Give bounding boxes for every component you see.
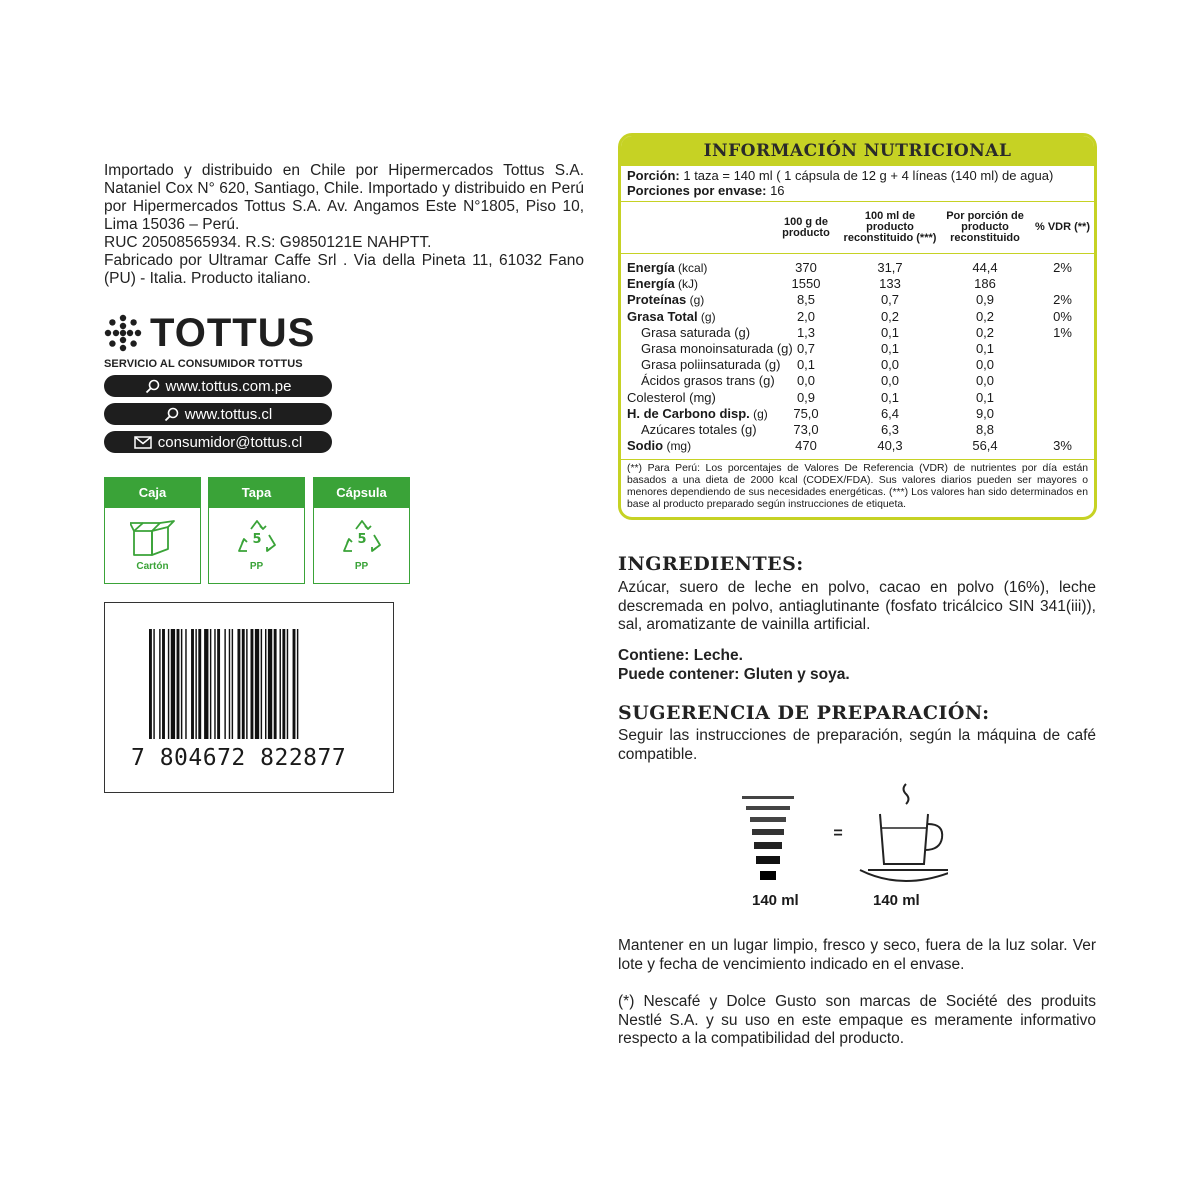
equals-sign: = bbox=[833, 825, 843, 842]
barcode-bar bbox=[168, 629, 169, 739]
barcode-bar bbox=[246, 629, 247, 739]
barcode-bar bbox=[274, 629, 277, 739]
nutrition-column-headers bbox=[621, 202, 1094, 254]
barcode-bar bbox=[217, 629, 220, 739]
ingredients-text: Azúcar, suero de leche en polvo, cacao en polvo (16%), leche descremada en polvo, antiaglutinante (fosfato tricálcico SIN 341(iii)), sal, aromatizante de vainilla artificial. bbox=[618, 579, 1096, 633]
recycle-box bbox=[104, 477, 201, 584]
trademark-note: (*) Nescafé y Dolce Gusto son marcas de Société des produits Nestlé S.A. y su uso en este empaque es meramente informativo respecto a la compatibilidad del producto. bbox=[618, 993, 1096, 1047]
cup-icon bbox=[860, 784, 948, 881]
recycle-material: Cartón bbox=[136, 561, 169, 572]
barcode-bar bbox=[149, 629, 152, 739]
barcode-bar bbox=[280, 629, 281, 739]
recycle-code: 5 bbox=[251, 532, 262, 547]
barcode-bar bbox=[229, 629, 230, 739]
recycle-header: Tapa bbox=[209, 478, 304, 508]
header-per-portion: Por porción de producto reconstituido bbox=[946, 210, 1024, 244]
barcode-bar bbox=[251, 629, 254, 739]
barcode-bar bbox=[210, 629, 211, 739]
barcode-bar bbox=[198, 629, 201, 739]
may-contain-text: Puede contener: Gluten y soya. bbox=[618, 665, 850, 683]
link-tottus-pe[interactable] bbox=[104, 375, 332, 397]
barcode-bar bbox=[255, 629, 259, 739]
recycle-material: PP bbox=[354, 561, 369, 572]
barcode-bar bbox=[232, 629, 233, 739]
barcode-number: 7 804672 822877 bbox=[131, 745, 347, 771]
link-text: www.tottus.cl bbox=[184, 405, 273, 423]
table-row: Colesterol (mg) 0,9 0,1 0,1 bbox=[627, 389, 995, 405]
nutrition-title: INFORMACIÓN NUTRICIONAL bbox=[621, 136, 1094, 166]
header-vdr: % VDR (**) bbox=[1034, 221, 1090, 233]
link-tottus-cl[interactable] bbox=[104, 403, 332, 425]
barcode-bar bbox=[293, 629, 296, 739]
barcode-bar bbox=[297, 629, 298, 739]
brand-name: TOTTUS bbox=[150, 311, 316, 355]
table-row: H. de Carbono disp. (g) 75,0 6,4 9,0 bbox=[627, 405, 995, 421]
barcode-bar bbox=[237, 629, 240, 739]
box-icon bbox=[130, 519, 176, 557]
barcode-bar bbox=[242, 629, 245, 739]
mail-icon bbox=[134, 436, 152, 449]
portion-value: 1 taza = 140 ml ( 1 cápsula de 12 g + 4 líneas (140 ml) de agua) bbox=[679, 168, 1054, 183]
recycle-lid bbox=[208, 477, 305, 584]
importer-info bbox=[104, 162, 584, 288]
ingredients-heading: INGREDIENTES: bbox=[618, 553, 804, 575]
manufacturer-text: Fabricado por Ultramar Caffe Srl . Via della Pineta 11, 61032 Fano (PU) - Italia. Producto italiano. bbox=[104, 252, 584, 287]
search-icon bbox=[145, 379, 160, 394]
barcode-bar bbox=[261, 629, 262, 739]
barcode-bar bbox=[268, 629, 272, 739]
recycle-icon bbox=[340, 519, 384, 557]
barcode-bars bbox=[149, 629, 363, 739]
table-row: Energía (kcal) 370 31,7 44,4 2% bbox=[627, 260, 1072, 275]
nutrition-footnote: (**) Para Perú: Los porcentajes de Valores De Referencia (VDR) de nutrientes por día están basados a una dieta de 2000 kcal (CODEX/FDA). Sus valores diarios pueden ser mayores o menores dependiendo de sus necesidades energéticas. (***) Los valores han sido determinados en base al producto preparado según instrucciones de etiqueta. bbox=[621, 459, 1094, 511]
barcode-bar bbox=[287, 629, 288, 739]
portion-label: Porción: bbox=[627, 168, 680, 183]
barcode-bar bbox=[185, 629, 186, 739]
recycle-icon bbox=[235, 519, 279, 557]
recycle-header: Caja bbox=[105, 478, 200, 508]
barcode-bar bbox=[224, 629, 225, 739]
barcode-bar bbox=[204, 629, 208, 739]
link-text: consumidor@tottus.cl bbox=[157, 433, 303, 451]
tottus-logo-icon bbox=[104, 314, 142, 352]
consumer-service-label: SERVICIO AL CONSUMIDOR TOTTUS bbox=[104, 358, 303, 370]
table-row: Grasa Total (g) 2,0 0,2 0,2 0% bbox=[627, 308, 1072, 324]
preparation-heading: SUGERENCIA DE PREPARACIÓN: bbox=[618, 702, 990, 724]
recycle-material: PP bbox=[249, 561, 264, 572]
nutrition-rows bbox=[621, 254, 1094, 454]
table-row: Grasa monoinsaturada (g) 0,7 0,1 0,1 bbox=[641, 340, 995, 356]
water-level-icon bbox=[742, 796, 794, 880]
recycle-capsule bbox=[313, 477, 410, 584]
barcode-bar bbox=[153, 629, 154, 739]
volume-label-right: 140 ml bbox=[873, 892, 920, 909]
table-row: Sodio (mg) 470 40,3 56,4 3% bbox=[627, 438, 1072, 454]
preparation-text: Seguir las instrucciones de preparación, según la máquina de café compatible. bbox=[618, 727, 1096, 763]
barcode-bar bbox=[181, 629, 182, 739]
barcode-bar bbox=[171, 629, 175, 739]
brand-block bbox=[104, 312, 344, 370]
contains-text: Contiene: Leche. bbox=[618, 647, 743, 664]
barcode bbox=[104, 602, 394, 793]
table-row: Azúcares totales (g) 73,0 6,3 8,8 bbox=[641, 421, 995, 437]
ruc-text: RUC 20508565934. R.S: G9850121E NAHPTT. bbox=[104, 234, 432, 251]
nutrition-table bbox=[618, 133, 1097, 520]
barcode-bar bbox=[282, 629, 285, 739]
barcode-bar bbox=[162, 629, 165, 739]
table-row: Energía (kJ) 1550 133 186 bbox=[627, 276, 996, 292]
recycle-code: 5 bbox=[356, 532, 367, 547]
portion-info bbox=[621, 166, 1094, 202]
servings-label: Porciones por envase: bbox=[627, 183, 767, 198]
barcode-bar bbox=[191, 629, 194, 739]
storage-text: Mantener en un lugar limpio, fresco y seco, fuera de la luz solar. Ver lote y fecha de vencimiento indicado en el envase. bbox=[618, 937, 1096, 973]
recycle-header: Cápsula bbox=[314, 478, 409, 508]
volume-label-left: 140 ml bbox=[752, 892, 799, 909]
importer-text: Importado y distribuido en Chile por Hipermercados Tottus S.A. Nataniel Cox N° 620, Santiago, Chile. Importado y distribuido en Perú por Hipermercados Tottus S.A. Av. Angamos Este N°1805, Piso 10, Lima 15036 – Perú. bbox=[104, 162, 584, 233]
search-icon bbox=[164, 407, 179, 422]
link-text: www.tottus.com.pe bbox=[165, 377, 292, 395]
barcode-bar bbox=[177, 629, 180, 739]
barcode-bar bbox=[265, 629, 266, 739]
barcode-bar bbox=[214, 629, 215, 739]
preparation-graphic bbox=[738, 780, 948, 890]
barcode-bar bbox=[195, 629, 196, 739]
barcode-bar bbox=[159, 629, 160, 739]
allergen-info bbox=[618, 647, 1096, 684]
table-row: Grasa saturada (g) 1,3 0,1 0,2 1% bbox=[641, 324, 1072, 340]
header-per-100ml: 100 ml de producto reconstituido (***) bbox=[843, 210, 937, 244]
link-consumer-email[interactable] bbox=[104, 431, 332, 453]
header-per-100g: 100 g de producto bbox=[782, 215, 830, 239]
table-row: Grasa poliinsaturada (g) 0,1 0,0 0,0 bbox=[641, 357, 995, 373]
table-row: Ácidos grasos trans (g) 0,0 0,0 0,0 bbox=[641, 373, 995, 389]
table-row: Proteínas (g) 8,5 0,7 0,9 2% bbox=[627, 292, 1072, 308]
servings-value: 16 bbox=[766, 183, 785, 198]
